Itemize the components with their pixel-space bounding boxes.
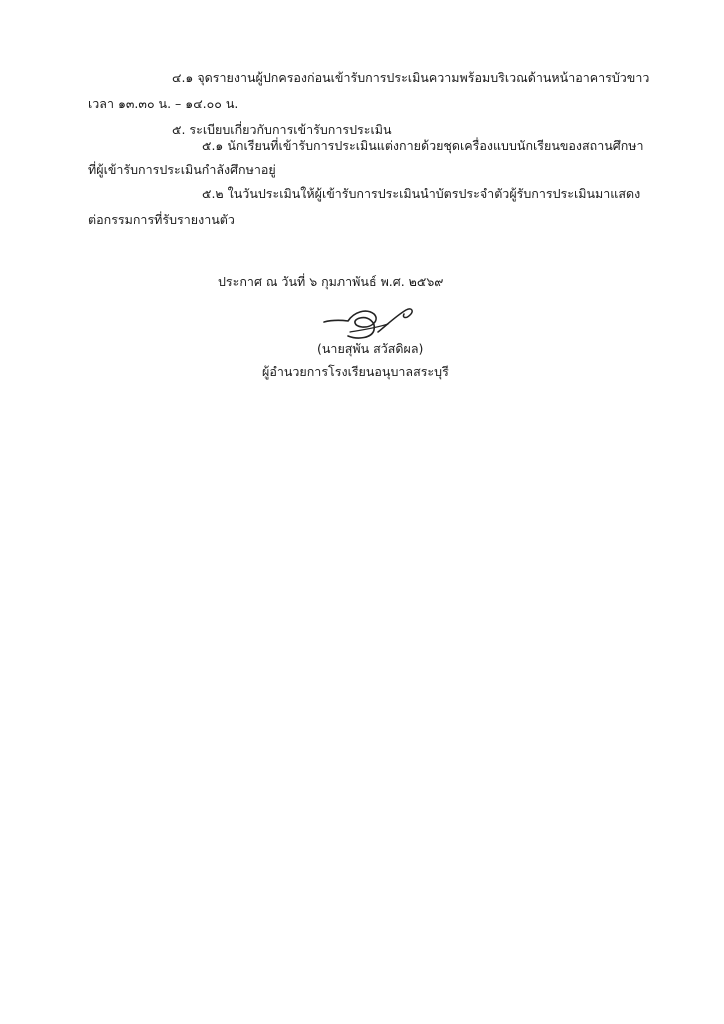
announcement-date: ประกาศ ณ วันที่ ๖ กุมภาพันธ์ พ.ศ. ๒๕๖๙ xyxy=(218,274,444,289)
item-5-2-line-2: ต่อกรรมการที่รับรายงานตัว xyxy=(88,212,235,227)
item-5-1-line-1: ๕.๑ นักเรียนที่เข้ารับการประเมินแต่งกายด้วยชุดเครื่องแบบนักเรียนของสถานศึกษา xyxy=(202,138,644,153)
signer-name: (นายสุพัน สวัสดิผล) xyxy=(317,341,424,356)
handwritten-signature xyxy=(318,302,428,344)
item-4-1-line-1: ๔.๑ จุดรายงานผู้ปกครองก่อนเข้ารับการประเมินความพร้อมบริเวณด้านหน้าอาคารบัวขาว xyxy=(172,70,650,85)
item-5-2-line-1: ๕.๒ ในวันประเมินให้ผู้เข้ารับการประเมินนำบัตรประจำตัวผู้รับการประเมินมาแสดง xyxy=(202,186,641,201)
item-5-1-line-2: ที่ผู้เข้ารับการประเมินกำลังศึกษาอยู่ xyxy=(88,162,276,177)
signer-title: ผู้อำนวยการโรงเรียนอนุบาลสระบุรี xyxy=(262,364,449,379)
item-4-1-line-2: เวลา ๑๓.๓๐ น. – ๑๔.๐๐ น. xyxy=(88,96,239,111)
item-5-heading: ๕. ระเบียบเกี่ยวกับการเข้ารับการประเมิน xyxy=(172,122,392,137)
